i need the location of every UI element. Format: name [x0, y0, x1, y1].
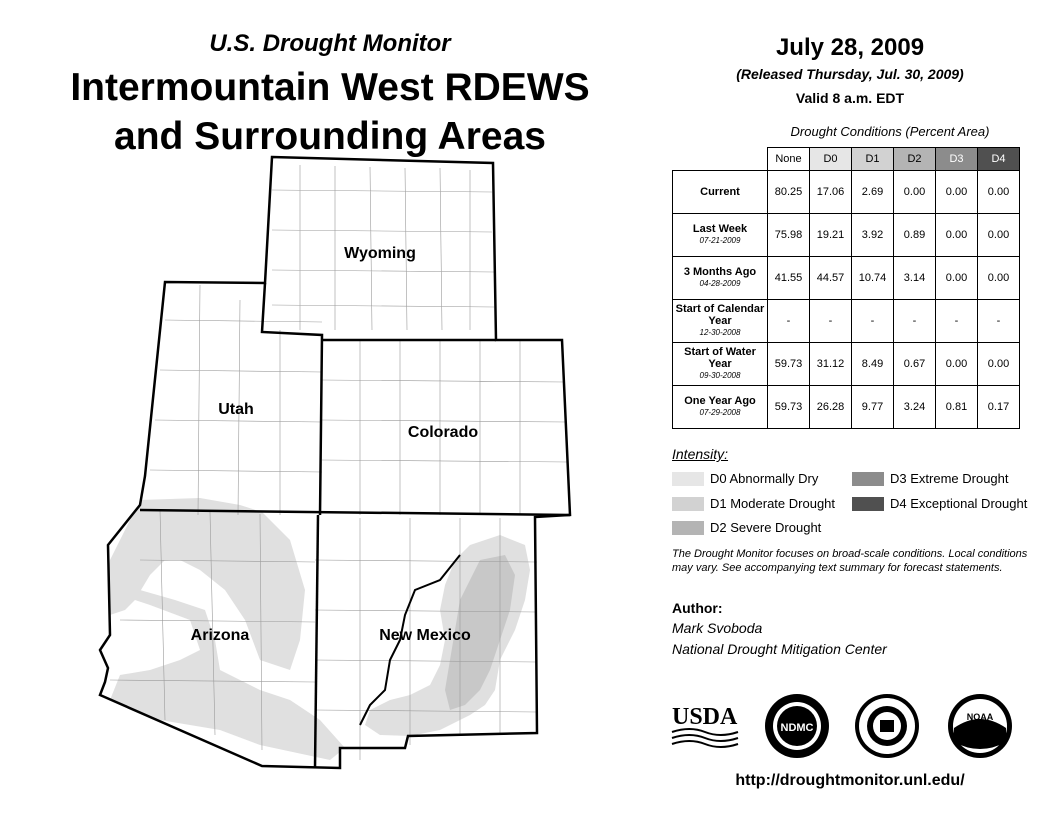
state-label-utah: Utah — [218, 401, 254, 418]
table-row — [673, 257, 1020, 300]
legend-swatch-d3 — [852, 472, 884, 486]
table-cell: - — [936, 300, 978, 343]
row-date: 07-29-2008 — [699, 408, 741, 417]
svg-text:USDA: USDA — [672, 704, 738, 730]
table-cell: 0.00 — [978, 171, 1020, 214]
table-cell: 0.00 — [978, 343, 1020, 386]
usda-logo — [670, 700, 740, 750]
commerce-seal-logo — [853, 692, 921, 760]
table-cell: 9.77 — [852, 386, 894, 429]
table-cell: 41.55 — [768, 257, 810, 300]
col-header-d2: D2 — [894, 148, 936, 171]
table-cell: - — [894, 300, 936, 343]
author-organization: National Drought Mitigation Center — [672, 641, 887, 657]
table-cell: 0.89 — [894, 214, 936, 257]
d0-area-arizona-south — [110, 590, 345, 760]
col-header-d1: D1 — [852, 148, 894, 171]
table-cell: - — [768, 300, 810, 343]
row-label-text: Current — [700, 186, 740, 198]
table-cell: - — [852, 300, 894, 343]
row-label-text: Start of Water Year — [684, 346, 756, 370]
table-cell: 17.06 — [810, 171, 852, 214]
row-label-text: 3 Months Ago — [683, 266, 757, 278]
state-label-arizona: Arizona — [190, 627, 250, 644]
row-label — [673, 343, 768, 386]
table-row — [673, 386, 1020, 429]
table-cell: 0.00 — [936, 257, 978, 300]
legend-swatch-d0 — [672, 472, 704, 486]
row-label — [673, 300, 768, 343]
table-cell: 59.73 — [768, 386, 810, 429]
noaa-logo — [946, 692, 1014, 760]
legend-label-d2: D2 Severe Drought — [710, 520, 822, 535]
table-cell: 0.67 — [894, 343, 936, 386]
table-cell: 31.12 — [810, 343, 852, 386]
row-label — [673, 386, 768, 429]
legend-swatch-d1 — [672, 497, 704, 511]
legend-label-d4: D4 Exceptional Drought — [890, 496, 1028, 511]
svg-text:NOAA: NOAA — [966, 712, 994, 722]
table-cell: 0.00 — [936, 171, 978, 214]
col-header-none: None — [768, 148, 810, 171]
row-date: 09-30-2008 — [699, 371, 741, 380]
table-cell: - — [978, 300, 1020, 343]
table-cell: 75.98 — [768, 214, 810, 257]
table-cell: 44.57 — [810, 257, 852, 300]
table-cell: 3.92 — [852, 214, 894, 257]
row-date: 07-21-2009 — [699, 236, 741, 245]
table-cell: 0.00 — [936, 214, 978, 257]
table-cell: 10.74 — [852, 257, 894, 300]
drought-conditions-table — [672, 147, 1020, 429]
author-label: Author: — [672, 600, 723, 616]
table-cell: 2.69 — [852, 171, 894, 214]
table-corner — [673, 148, 768, 171]
valid-date: July 28, 2009 — [775, 34, 925, 61]
table-cell: 26.28 — [810, 386, 852, 429]
table-cell: 0.00 — [894, 171, 936, 214]
table-cell: - — [810, 300, 852, 343]
map-subtitle: U.S. Drought Monitor — [209, 30, 451, 57]
release-date: (Released Thursday, Jul. 30, 2009) — [736, 66, 964, 82]
row-date: 04-28-2009 — [699, 279, 741, 288]
col-header-d3: D3 — [936, 148, 978, 171]
legend-swatch-d4 — [852, 497, 884, 511]
row-label — [673, 171, 768, 214]
legend-title: Intensity: — [672, 446, 729, 462]
state-label-new-mexico: New Mexico — [379, 627, 471, 644]
table-cell: 0.00 — [978, 214, 1020, 257]
row-label — [673, 214, 768, 257]
table-cell: 0.17 — [978, 386, 1020, 429]
row-label-text: Start of Calendar Year — [675, 303, 765, 327]
legend-label-d3: D3 Extreme Drought — [890, 471, 1009, 486]
table-row — [673, 300, 1020, 343]
table-cell: 0.00 — [978, 257, 1020, 300]
ndmc-logo — [763, 692, 831, 760]
legend-label-d0: D0 Abnormally Dry — [710, 471, 819, 486]
author-name: Mark Svoboda — [672, 620, 763, 636]
drought-map — [0, 150, 580, 780]
table-row — [673, 214, 1020, 257]
state-label-wyoming: Wyoming — [344, 245, 416, 262]
disclaimer-note: The Drought Monitor focuses on broad-scale conditions. Local conditions may vary. See accompanying text summary for forecast statements. — [672, 548, 1028, 574]
table-cell: 0.81 — [936, 386, 978, 429]
table-row — [673, 343, 1020, 386]
table-cell: 59.73 — [768, 343, 810, 386]
table-cell: 19.21 — [810, 214, 852, 257]
map-title-line1: Intermountain West RDEWS — [70, 66, 590, 109]
col-header-d4: D4 — [978, 148, 1020, 171]
conditions-title: Drought Conditions (Percent Area) — [790, 124, 990, 139]
col-header-d0: D0 — [810, 148, 852, 171]
row-date: 12-30-2008 — [699, 328, 741, 337]
map-title-line2: and Surrounding Areas — [114, 115, 546, 158]
row-label-text: Last Week — [692, 223, 748, 235]
website-url[interactable]: http://droughtmonitor.unl.edu/ — [735, 772, 965, 789]
legend-swatch-d2 — [672, 521, 704, 535]
table-cell: 3.14 — [894, 257, 936, 300]
table-cell: 8.49 — [852, 343, 894, 386]
legend-label-d1: D1 Moderate Drought — [710, 496, 836, 511]
state-label-colorado: Colorado — [407, 424, 479, 441]
table-cell: 80.25 — [768, 171, 810, 214]
row-label — [673, 257, 768, 300]
row-label-text: One Year Ago — [684, 395, 756, 407]
table-row — [673, 171, 1020, 214]
valid-time: Valid 8 a.m. EDT — [795, 90, 905, 106]
table-cell: 3.24 — [894, 386, 936, 429]
table-cell: 0.00 — [936, 343, 978, 386]
svg-text:NDMC: NDMC — [780, 722, 814, 734]
